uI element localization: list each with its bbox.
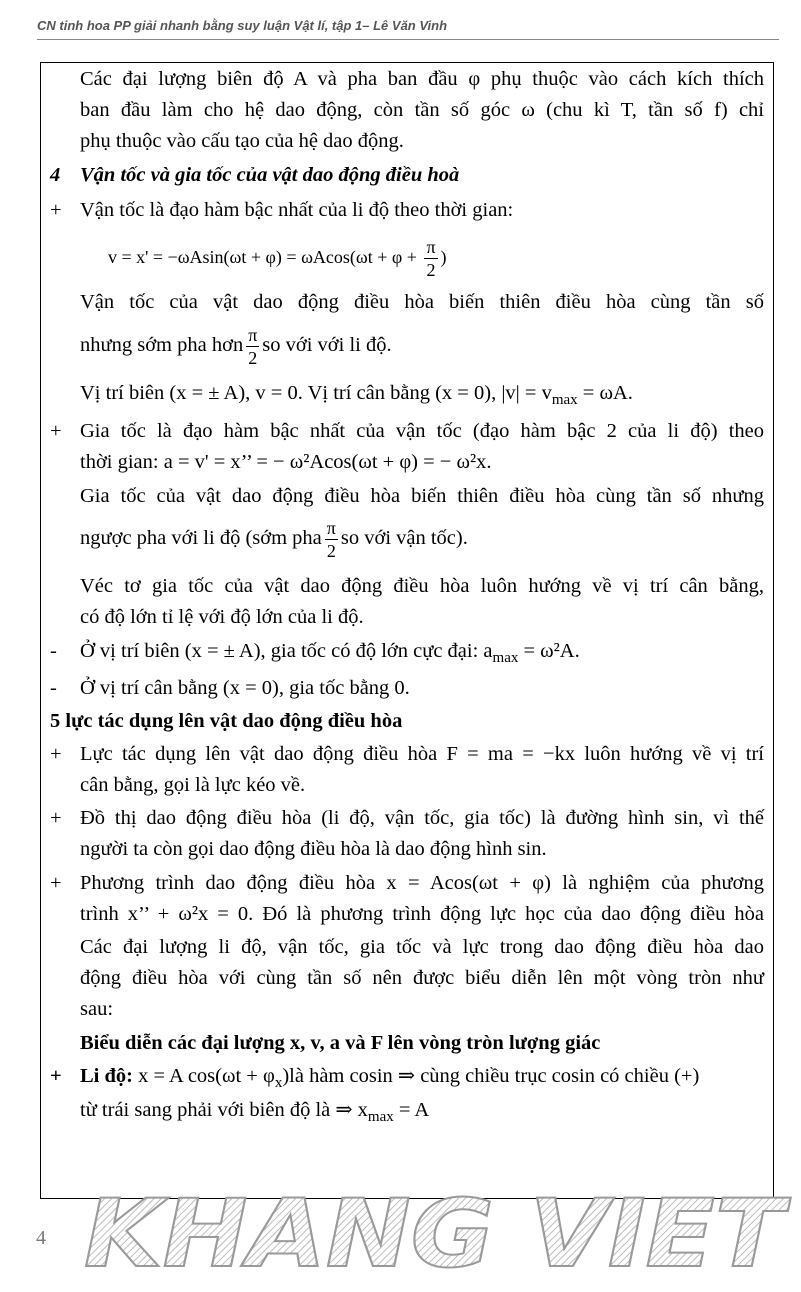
bullet-marker: +	[50, 199, 62, 221]
text-line: Véc tơ gia tốc của vật dao động điều hòa luôn hướng về vị trí cân bằng,	[80, 575, 764, 597]
text-fragment: so với với li độ.	[262, 334, 392, 356]
fraction: $\frac{\pi}{2}$	[426, 236, 436, 280]
text-line: người ta còn gọi dao động điều hòa là dao động hình sin.	[80, 838, 547, 860]
dash-marker: -	[50, 640, 57, 662]
text-line	[80, 321, 392, 369]
page-number: 4	[36, 1227, 46, 1249]
text-line: ban đầu làm cho hệ dao động, còn tần số góc ω (chu kì T, tần số f) chỉ	[80, 99, 764, 121]
bullet-marker: +	[50, 420, 62, 442]
text-line: Vị trí biên (x = ± A), v = 0. Vị trí cân bằng (x = 0), $|v| = v_{max} = \omega A$.	[80, 382, 633, 409]
fraction: $\frac{\pi}{2}$	[326, 517, 336, 561]
section-title: 5 lực tác dụng lên vật dao động điều hòa	[50, 710, 403, 732]
text-line: phụ thuộc vào cấu tạo của hệ dao động.	[80, 130, 404, 152]
dash-marker: -	[50, 677, 57, 699]
text-line: Gia tốc là đạo hàm bậc nhất của vận tốc (đạo hàm bậc 2 của li độ) theo	[80, 420, 764, 442]
text-line: Các đại lượng biên độ A và pha ban đầu φ phụ thuộc vào cách kích thích	[80, 68, 764, 90]
text-line: Ở vị trí cân bằng (x = 0), gia tốc bằng 0.	[80, 677, 410, 699]
text-line: có độ lớn tỉ lệ với độ lớn của li độ.	[80, 606, 364, 628]
text-line: thời gian: a = v' = x’’ = − ω²Acos(ωt + φ) = − ω²x.	[80, 451, 492, 473]
section-title: Vận tốc và gia tốc của vật dao động điều hoà	[80, 164, 460, 186]
text-line: Các đại lượng li độ, vận tốc, gia tốc và lực trong dao động điều hòa dao	[80, 936, 764, 958]
bullet-marker: +	[50, 1065, 62, 1087]
equation-text: )	[440, 247, 447, 267]
text-line: trình x’’ + ω²x = 0. Đó là phương trình động lực học của dao động điều hòa	[80, 903, 764, 925]
text-line: động điều hòa với cùng tần số nên được biểu diễn lên một vòng tròn như	[80, 967, 764, 989]
fraction: $\frac{\pi}{2}$	[248, 324, 258, 368]
text-line: sau:	[80, 998, 114, 1020]
text-line: Vận tốc là đạo hàm bậc nhất của li độ theo thời gian:	[80, 199, 514, 221]
text-line: Gia tốc của vật dao động điều hòa biến thiên điều hòa cùng tần số nhưng	[80, 485, 764, 507]
bullet-marker: +	[50, 872, 62, 894]
term-label: Li độ:	[80, 1065, 133, 1087]
bullet-marker: +	[50, 807, 62, 829]
equation-text: v = x' = −ωAsin(ωt + φ) = ωAcos(ωt + φ +	[108, 247, 422, 267]
text-line: Ở vị trí biên (x = ± A), gia tốc có độ lớn cực đại: $a_{max} = \omega^2A$.	[80, 640, 580, 667]
velocity-equation	[108, 232, 447, 282]
watermark-text: KHANG VIET	[84, 1186, 792, 1276]
text-line: từ trái sang phải với biên độ là ⇒ $x_{max} = A$	[80, 1099, 430, 1126]
text-line: ngược pha với li độ (sớm pha $\frac{\pi}{2}$ so với vận tốc).	[80, 517, 468, 561]
section-number: 4	[50, 164, 61, 186]
text-fragment: nhưng sớm pha hơn	[80, 334, 244, 356]
text-line: Vận tốc của vật dao động điều hòa biến thiên điều hòa cùng tần số	[80, 291, 764, 313]
bullet-marker: +	[50, 743, 62, 765]
running-header: CN tinh hoa PP giải nhanh bằng suy luận Vật lí, tập 1– Lê Văn Vinh	[37, 18, 448, 33]
header-rule	[37, 39, 779, 40]
text-line: Phương trình dao động điều hòa x = Acos(ωt + φ) là nghiệm của phương	[80, 872, 764, 894]
subheading: Biểu diễn các đại lượng x, v, a và F lên vòng tròn lượng giác	[80, 1032, 601, 1054]
text-line: Li độ: x = A $\cos(\omega t + \varphi_x)là$ hàm cosin ⇒ cùng chiều trục cosin có chiều (+)	[80, 1065, 700, 1092]
text-line: Đồ thị dao động điều hòa (li độ, vận tốc, gia tốc) là đường hình sin, vì thế	[80, 807, 764, 829]
watermark-logo	[74, 1186, 794, 1276]
text-line: Lực tác dụng lên vật dao động điều hòa F = ma = −kx luôn hướng về vị trí	[80, 743, 764, 765]
text-line: cân bằng, gọi là lực kéo về.	[80, 774, 306, 796]
